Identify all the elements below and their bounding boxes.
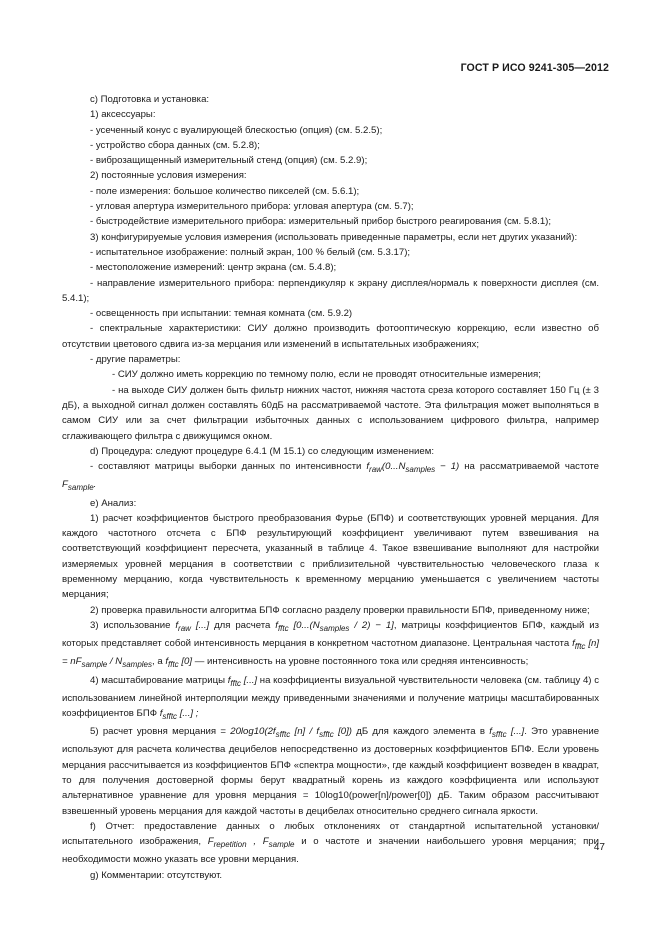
- analysis-4-text-b: на коэффициенты визуальной чувствительности человека (см. таблицу 4) с использованием линейной интерполяции между приведенными значениями и получение матрицы масштабированных коэффициентов БПФ: [62, 674, 599, 720]
- formula-f-raw-dots: $f_{raw}$ [...]: [175, 619, 210, 633]
- analysis-5-text-c: . Это уравнение используют для расчета количества децибелов непосредственно из достоверных коэффициентов БПФ. Если уровень мерцания рассчитывается из коэффициентов БПФ «спектра мощности», где каждый коэффициент возведен в квадрат, то для получения достоверной формы берут квадратный корень из каждого коэффициента или используют альтернативное уравнение для уровня мерцания = 10log10(power[n]/power[0]) дБ. Таким образом рассчитывают взвешенный уровень мерцания для каждой частоты в децибелах относительно среднего сигнала яркости.: [62, 726, 600, 817]
- item-constant-conditions: 2) постоянные условия измерения:: [90, 170, 247, 182]
- formula-f-sfftc-dots-2: $f_{sfftc}$ [...]: [489, 726, 525, 740]
- list-item: - угловая апертура измерительного прибора: угловая апертура (см. 5.7);: [90, 201, 414, 213]
- page-number: 47: [593, 842, 605, 853]
- analysis-item-4: [62, 673, 599, 725]
- analysis-item-2: 2) проверка правильности алгоритма БПФ согласно разделу проверки правильности БПФ, приведенному ниже;: [90, 604, 590, 616]
- procedure-text: - составляют матрицы выборки данных по интенсивности: [90, 461, 362, 473]
- list-item: - освещенность при испытании: темная комната (см. 5.9.2): [90, 308, 353, 320]
- list-item: - местоположение измерений: центр экрана (см. 5.4.8);: [90, 262, 337, 274]
- section-d-title: d) Процедура: следуют процедуре 6.4.1 (М 15.1) со следующим изменением:: [90, 445, 435, 457]
- sub-list-item: [62, 383, 599, 444]
- section-g-comments: g) Комментарии: отсутствуют.: [90, 869, 223, 881]
- analysis-5-text-a: 5) расчет уровня мерцания =: [90, 726, 226, 738]
- section-f-report: [62, 819, 599, 868]
- formula-f-fftc-0: $f_{fftc}$ [0]: [165, 656, 193, 670]
- list-item: - устройство сбора данных (см. 5.2.8);: [90, 139, 260, 151]
- list-item: - другие параметры:: [90, 354, 181, 366]
- analysis-item-1: 1) расчет коэффициентов быстрого преобразования Фурье (БПФ) и соответствующих уровней мерцания. Для каждого частотного отсчета с БПФ результирующий коэффициент увеличивают путем взвешивания на соответствующий коэффициент пересчета, указанный в таблице 4. Такое взвешивание выполняют для настройки измеряемых уровней мерцания в соответствии с приблизительной чувствительностью человеческого глаза к временному мерцанию, когда чувствительность к временному мерцанию уменьшается с увеличением частоты мерцания;: [62, 512, 599, 601]
- list-item: - виброзащищенный измерительный стенд (опция) (см. 5.2.9);: [90, 155, 368, 167]
- list-item: - быстродействие измерительного прибора: измерительный прибор быстрого реагирования (см. 5.8.1);: [90, 216, 552, 228]
- analysis-4-text-a: 4) масштабирование матрицы: [90, 674, 226, 686]
- section-e-title: e) Анализ:: [90, 497, 137, 509]
- analysis-3-text-b: для расчета: [214, 619, 271, 631]
- formula-f-raw-range: $f_{raw}(0...N_{samples} - 1)$: [366, 461, 460, 475]
- item-accessories: 1) аксессуары:: [90, 109, 156, 121]
- analysis-item-3: [62, 618, 599, 673]
- analysis-3-text-c: , матрицы коэффициентов БПФ, каждый из которых представляет собой интенсивность мерцания в конкретном частотном диапазоне. Центральная частота: [62, 619, 600, 650]
- analysis-3-text-a: 3) использование: [90, 619, 171, 631]
- formula-f-sfftc-dots: $f_{sfftc}$ [...] ;: [159, 708, 199, 721]
- analysis-item-5: [62, 724, 599, 819]
- sub-list-item-text: - на выходе СИУ должен быть фильтр нижних частот, нижняя частота среза которого составляет 150 Гц (± 3 дБ), а выходной сигнал должен составлять 60дБ на рассматриваемой частоте. Эта фильтрация может выполняться в самом СИУ или за счет фильтрации избыточных данных с использованием цифрового фильтра, например сглаживающего фильтра с движущимся окном.: [62, 384, 599, 442]
- formula-f-sample: $F_{sample}$.: [62, 479, 97, 493]
- report-text-b: и о частоте и значении наибольшего уровня мерцания; при необходимости можно указать все уровни мерцания.: [62, 836, 599, 866]
- standard-header: ГОСТ Р ИСО 9241-305—2012: [460, 62, 609, 74]
- formula-f-repetition: $F_{repetition}$ , $F_{sample}$: [207, 836, 295, 850]
- procedure-text-2: на рассматриваемой частоте: [464, 461, 599, 473]
- list-item: - испытательное изображение: полный экран, 100 % белый (см. 5.3.17);: [90, 246, 411, 258]
- analysis-5-text-b: дБ для каждого элемента в: [356, 726, 485, 738]
- formula-f-fftc-dots: $f_{fftc}$ [...]: [227, 674, 258, 688]
- section-c-title: c) Подготовка и установка:: [90, 94, 210, 105]
- list-item: - усеченный конус с вуалирующей блескостью (опция) (см. 5.2.5);: [90, 124, 383, 136]
- document-body: [62, 92, 599, 883]
- report-text-a: f) Отчет: предоставление данных о любых отклонениях от стандартной испытательной установки/испытательного изображения,: [62, 820, 599, 848]
- procedure-item: [62, 459, 599, 495]
- formula-f-fftc-range: $f_{fftc}$ $[0...(N_{samples} / 2) - 1]$: [275, 619, 394, 633]
- formula-f-fftc-n: $f_{fftc}$ $[n] = nF_{sample} / N_{samples}$: [62, 638, 599, 670]
- sub-list-item: - СИУ должно иметь коррекцию по темному полю, если не проводят относительные измерения;: [112, 369, 541, 381]
- list-item: - направление измерительного прибора: перпендикуляр к экрану дисплея/нормаль к поверхности дисплея (см. 5.4.1);: [62, 277, 599, 304]
- list-item: - поле измерения: большое количество пикселей (см. 5.6.1);: [90, 185, 360, 197]
- formula-flicker-level: $20\log 10(2f_{sfftc}$ $[n] / f_{sfftc}$ [0]): [230, 726, 352, 740]
- list-item: - спектральные характеристики: СИУ должно производить фотооптическую коррекцию, если известно об отсутствии цветового сдвига из-за мерцания или изменений в испытательных изображениях;: [62, 323, 599, 350]
- analysis-3-text-e: — интенсивность на уровне постоянного тока или средняя интенсивность;: [194, 656, 529, 668]
- analysis-3-text-d: , а: [152, 656, 163, 668]
- item-configurable-conditions: 3) конфигурируемые условия измерения (использовать приведенные параметры, если нет других указаний):: [90, 231, 578, 243]
